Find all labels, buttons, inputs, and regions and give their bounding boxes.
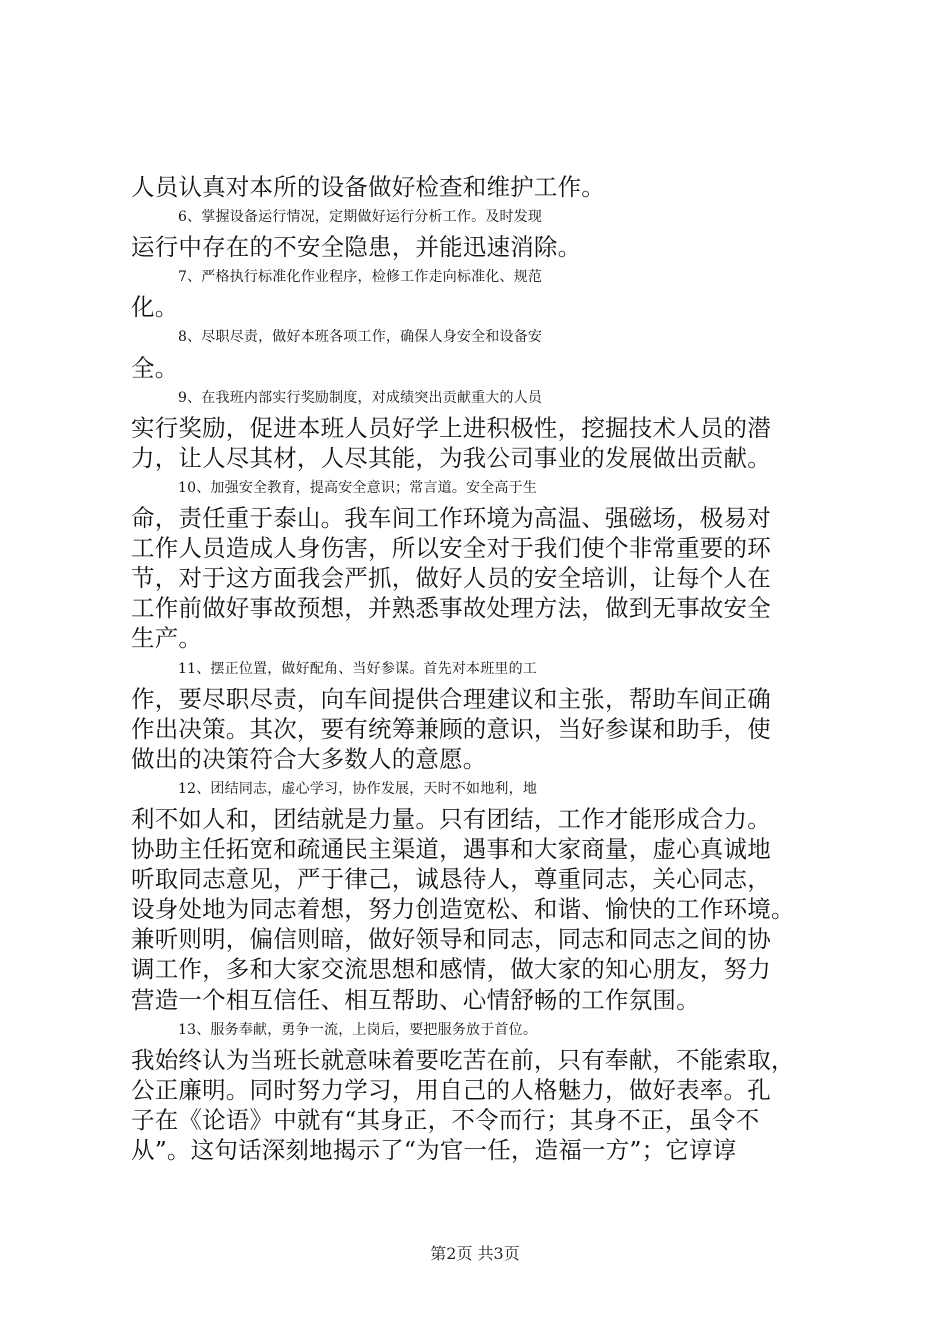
text-line: 全。 (131, 353, 179, 382)
text-line: 作，要尽职尽责，向车间提供合理建议和主张，帮助车间正确 (131, 684, 771, 713)
text-line: 做出的决策符合大多数人的意愿。 (131, 744, 487, 773)
text-line: 营造一个相互信任、相互帮助、心情舒畅的工作氛围。 (131, 985, 700, 1014)
text-line: 节，对于这方面我会严抓，做好人员的安全培训，让每个人在 (131, 564, 771, 593)
text-line: 调工作，多和大家交流思想和感情，做大家的知心朋友，努力 (131, 955, 771, 984)
paragraph-first-line: 13、服务奉献，勇争一流，上岗后，要把服务放于首位。 (178, 1021, 538, 1038)
text-line: 生产。 (131, 624, 203, 653)
paragraph-first-line: 12、团结同志，虚心学习，协作发展，天时不如地利，地 (178, 780, 538, 797)
text-line: 作出决策。其次，要有统筹兼顾的意识，当好参谋和助手，使 (131, 714, 771, 743)
text-line: 利不如人和，团结就是力量。只有团结，工作才能形成合力。 (131, 804, 771, 833)
text-line: 公正廉明。同时努力学习，用自己的人格魅力，做好表率。孔 (131, 1075, 771, 1104)
paragraph-first-line: 9、在我班内部实行奖励制度，对成绩突出贡献重大的人员 (178, 389, 543, 406)
text-line: 运行中存在的不安全隐患，并能迅速消除。 (131, 233, 582, 262)
text-line: 听取同志意见，严于律己，诚恳待人，尊重同志，关心同志， (131, 865, 771, 894)
text-line: 工作人员造成人身伤害，所以安全对于我们使个非常重要的环 (131, 534, 771, 563)
text-line: 协助主任拓宽和疏通民主渠道，遇事和大家商量，虚心真诚地 (131, 835, 771, 864)
paragraph-first-line: 8、尽职尽责，做好本班各项工作，确保人身安全和设备安 (178, 329, 543, 346)
text-line: 子在《论语》中就有“其身正，不令而行；其身不正，虽令不 (131, 1105, 760, 1134)
text-line: 实行奖励，促进本班人员好学上进积极性，挖掘技术人员的潜 (131, 413, 771, 442)
text-line: 人员认真对本所的设备做好检查和维护工作。 (131, 173, 605, 201)
text-line: 力，让人尽其材，人尽其能，为我公司事业的发展做出贡献。 (131, 443, 771, 472)
paragraph-first-line: 10、加强安全教育，提高安全意识；常言道。安全高于生 (178, 479, 538, 496)
paragraph-first-line: 6、掌握设备运行情况，定期做好运行分析工作。及时发现 (178, 209, 543, 226)
paragraph-first-line: 7、严格执行标准化作业程序，检修工作走向标准化、规范 (178, 269, 543, 286)
text-line: 命，责任重于泰山。我车间工作环境为高温、强磁场，极易对 (131, 504, 771, 533)
document-body (131, 172, 831, 1165)
text-line: 化。 (131, 293, 179, 322)
text-line: 设身处地为同志着想，努力创造宽松、和谐、愉快的工作环境。 (131, 895, 795, 924)
text-line: 从”。这句话深刻地揭示了“为官一任，造福一方”；它谆谆 (131, 1136, 737, 1164)
paragraph-first-line: 11、摆正位置，做好配角、当好参谋。首先对本班里的工 (178, 660, 538, 677)
page-footer: 第2页 共3页 (430, 1244, 520, 1263)
text-line: 兼听则明，偏信则暗，做好领导和同志，同志和同志之间的协 (131, 925, 771, 954)
text-line: 工作前做好事故预想，并熟悉事故处理方法，做到无事故安全 (131, 594, 771, 623)
text-line: 我始终认为当班长就意味着要吃苦在前，只有奉献，不能索取， (131, 1045, 795, 1074)
